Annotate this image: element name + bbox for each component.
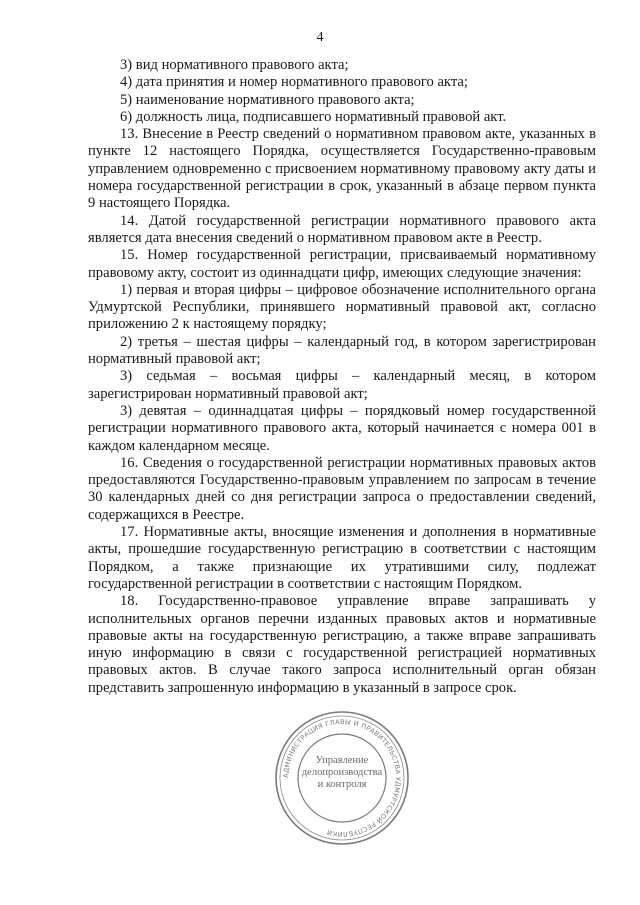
list-item: 1) первая и вторая цифры – цифровое обозначение исполнительного органа Удмуртской Республики, принявшего нормативный правовой акт, согласно приложению 2 к настоящему порядку;: [88, 281, 596, 333]
paragraph-13: 13. Внесение в Реестр сведений о нормативном правовом акте, указанных в пункте 12 настоящего Порядка, осуществляется Государственно-правовым управлением одновременно с присвоением нормативному правовому акту даты и номера государственной регистрации в срок, указанный в абзаце первом пункта 9 настоящего Порядка.: [88, 126, 596, 212]
paragraph-16: 16. Сведения о государственной регистрации нормативных правовых актов предоставляются Государственно-правовым управлением по запросам в течение 30 календарных дней со дня регистрации запроса о предоставлении сведений, содержащихся в Реестре.: [88, 454, 596, 523]
stamp-line: делопроизводства: [301, 767, 383, 778]
stamp-line: Управление: [315, 755, 369, 766]
list-item: 2) третья – шестая цифры – календарный год, в котором зарегистрирован нормативный правовой акт;: [88, 333, 596, 368]
stamp-ring-text: АДМИНИСТРАЦИЯ ГЛАВЫ И ПРАВИТЕЛЬСТВА УДМУРТСКОЙ РЕСПУБЛИКИ: [281, 717, 403, 839]
paragraph-14: 14. Датой государственной регистрации нормативного правового акта является дата внесения сведений о нормативном правовом акте в Реестр.: [88, 212, 596, 246]
list-item: 3) седьмая – восьмая цифры – календарный месяц, в котором зарегистрирован нормативный правовой акт;: [88, 368, 596, 402]
paragraph-17: 17. Нормативные акты, вносящие изменения и дополнения в нормативные акты, прошедшие государственную регистрацию в соответствии с настоящим Порядком, а также признающие их утратившими силу, подлежат государственной регистрации в соответствии с настоящим Порядком.: [88, 524, 596, 592]
list-item: 3) девятая – одиннадцатая цифры – порядковый номер государственной регистрации нормативного правового акта, который начинается с номера 001 в каждом календарном месяце.: [88, 402, 596, 454]
official-stamp: [272, 708, 412, 848]
list-item: 6) должность лица, подписавшего нормативный правовой акт.: [120, 108, 507, 125]
page-number: 4: [316, 30, 324, 45]
paragraph-15: 15. Номер государственной регистрации, присваиваемый нормативному правовому акту, состоит из одиннадцати цифр, имеющих следующие значения:: [88, 247, 596, 281]
list-item: 3) вид нормативного правового акта;: [120, 57, 349, 73]
paragraph-18: 18. Государственно-правовое управление вправе запрашивать у исполнительных органов перечни изданных правовых актов и нормативные правовые акты на государственную регистрацию, а также вправе запрашивать иную информацию в связи с государственной регистрацией нормативных правовых актов. В случае такого запроса исполнительный орган обязан представить запрошенную информацию в указанный в запросе срок.: [88, 593, 596, 696]
document-body: [88, 57, 596, 697]
stamp-line: и контроля: [317, 779, 367, 790]
list-item: 4) дата принятия и номер нормативного правового акта;: [120, 74, 468, 91]
stamp-center-text: [296, 755, 388, 791]
list-item: 5) наименование нормативного правового акта;: [120, 91, 415, 108]
